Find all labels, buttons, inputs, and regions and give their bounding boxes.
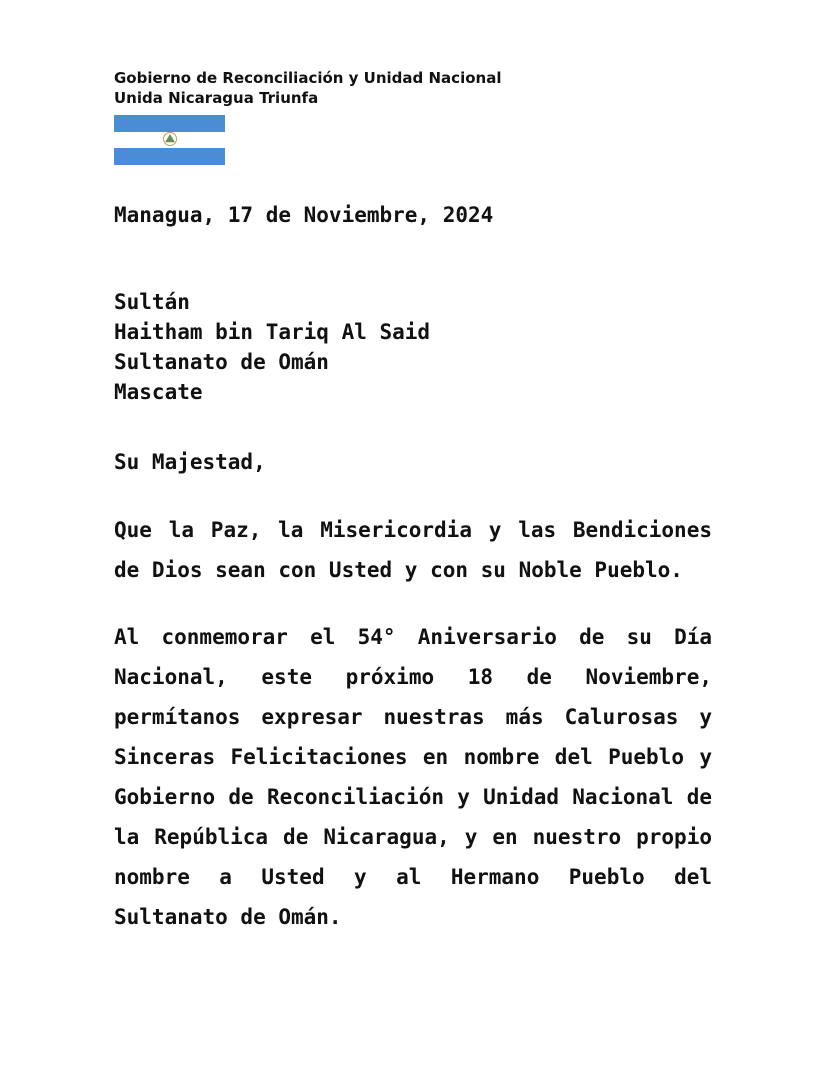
recipient-name: Haitham bin Tariq Al Said (114, 320, 431, 344)
salutation: Su Majestad, (114, 450, 266, 474)
recipient-title: Sultán (114, 290, 190, 314)
letter-date: Managua, 17 de Noviembre, 2024 (114, 203, 494, 227)
letterhead (114, 68, 501, 108)
flag-blue-stripe-top (114, 115, 225, 132)
nicaragua-flag-icon (114, 115, 225, 165)
letterhead-slogan: Unida Nicaragua Triunfa (114, 89, 319, 107)
recipient-city: Mascate (114, 380, 203, 404)
recipient-country: Sultanato de Omán (114, 350, 329, 374)
recipient-address (114, 287, 430, 407)
body-paragraph-congratulations: Al conmemorar el 54° Aniversario de su Día Nacional, este próximo 18 de Noviembre, permítanos expresar nuestras más Calurosas y Sinceras Felicitaciones en nombre del Pueblo y Gobierno de Reconciliación y Unidad Nacional de la República de Nicaragua, y en nuestro propio nombre a Usted y al Hermano Pueblo del Sultanato de Omán. (114, 625, 712, 929)
flag-blue-stripe-bottom (114, 148, 225, 165)
body-paragraph-blessing: Que la Paz, la Misericordia y las Bendiciones de Dios sean con Usted y con su Noble Pueblo. (114, 518, 712, 582)
letterhead-government-name: Gobierno de Reconciliación y Unidad Nacional (114, 69, 502, 87)
coat-of-arms-icon (162, 131, 178, 147)
